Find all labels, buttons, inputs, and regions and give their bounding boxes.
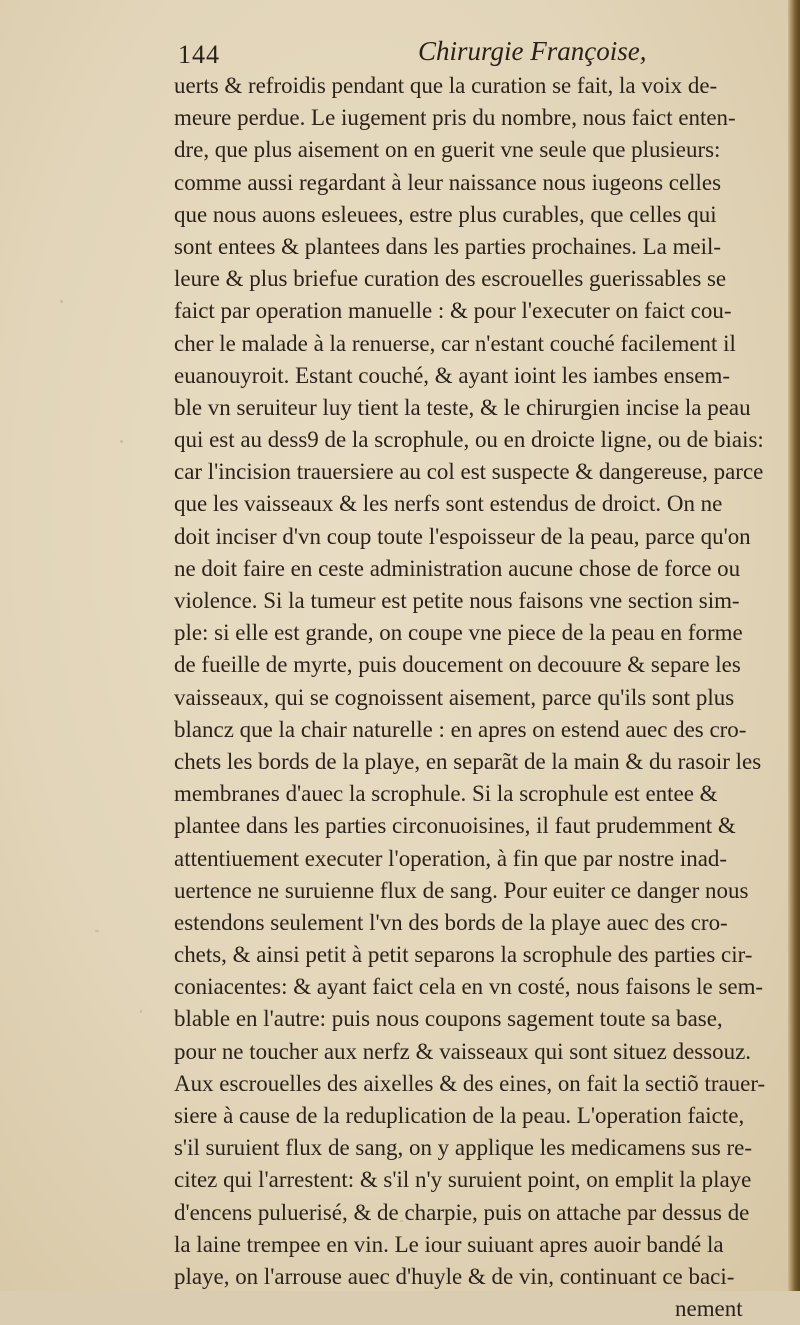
text-line: euanouyroit. Estant couché, & ayant ioint les iambes ensem- (174, 362, 730, 389)
paper-speck (400, 1220, 403, 1222)
paper-speck (120, 440, 123, 443)
running-head: Chirurgie Françoise, (418, 36, 647, 66)
text-line: blancz que la chair naturelle : en apres on estend auec des cro- (174, 716, 747, 743)
text-line: estendons seulement l'vn des bords de la playe auec des cro- (174, 909, 728, 936)
text-line: chets, & ainsi petit à petit separons la scrophule des parties cir- (174, 942, 753, 969)
text-line: siere à cause de la reduplication de la peau. L'operation faicte, (174, 1103, 745, 1129)
text-line: blable en l'autre: puis nous coupons sagement toute sa base, (174, 1006, 723, 1033)
paper-speck (95, 930, 99, 932)
text-line: dre, que plus aisement on en guerit vne seule que plusieurs: (174, 137, 721, 164)
text-line: qui est au dess9 de la scrophule, ou en droicte ligne, ou de biais: (174, 427, 764, 454)
text-line: vaisseaux, qui se cognoissent aisement, parce qu'ils sont plus (174, 684, 735, 711)
binding-edge (788, 0, 800, 1291)
text-line: uerts & refroidis pendant que la curation se fait, la voix de- (174, 73, 718, 99)
text-line: attentiuement executer l'operation, à fin que par nostre inad- (174, 845, 728, 872)
text-line: membranes d'auec la scrophule. Si la scrophule est entee & (174, 781, 718, 808)
text-line: pour ne toucher aux nerfz & vaisseaux qui sont situez dessouz. (174, 1038, 752, 1065)
text-line: la laine trempee en vin. Le iour suiuant apres auoir bandé la (174, 1231, 724, 1258)
text-line: leure & plus briefue curation des escrouelles guerissables se (174, 266, 727, 293)
text-line: meure perdue. Le iugement pris du nombre, nous faict enten- (174, 105, 736, 132)
text-line: de fueille de myrte, puis doucement on decouure & separe les (174, 652, 741, 679)
text-line: playe, on l'arrouse auec d'huyle & de vin, continuant ce baci- (174, 1263, 735, 1290)
body-text (174, 70, 794, 1325)
text-line: citez qui l'arrestent: & s'il n'y suruient point, on emplit la playe (174, 1167, 752, 1194)
page-header (178, 32, 738, 72)
text-line: car l'incision trauersiere au col est suspecte & dangereuse, parce (174, 459, 764, 486)
text-line: ple: si elle est grande, on coupe vne piece de la peau en forme (174, 620, 743, 647)
text-line: Aux escrouelles des aixelles & des eines, on fait la sectiõ trauer- (174, 1070, 766, 1097)
catchword: nement (675, 1296, 743, 1323)
text-line: comme aussi regardant à leur naissance nous iugeons celles (174, 169, 722, 196)
text-line: cher le malade à la renuerse, car n'estant couché facilement il (174, 330, 736, 357)
paper-speck (140, 1010, 142, 1013)
text-line: violence. Si la tumeur est petite nous faisons vne section sim- (174, 588, 740, 614)
text-line: doit inciser d'vn coup toute l'espoisseur de la peau, parce qu'on (174, 523, 751, 550)
text-line: sont entees & plantees dans les parties prochaines. La meil- (174, 233, 722, 260)
page-number: 144 (178, 40, 220, 69)
text-line: d'encens puluerisé, & de charpie, puis on attache par dessus de (174, 1199, 750, 1226)
text-line: s'il suruient flux de sang, on y applique les medicamens sus re- (174, 1135, 753, 1162)
text-line: chets les bords de la playe, en separãt de la main & du rasoir les (174, 748, 762, 775)
paper-speck (60, 300, 63, 303)
text-line: ble vn seruiteur luy tient la teste, & le chirurgien incise la peau (174, 394, 751, 421)
text-line: ne doit faire en ceste administration aucune chose de force ou (174, 555, 741, 582)
text-line: coniacentes: & ayant faict cela en vn costé, nous faisons le sem- (174, 974, 764, 1001)
text-line: plantee dans les parties circonuoisines, il faut prudemment & (174, 813, 736, 840)
text-line: uertence ne suruienne flux de sang. Pour euiter ce danger nous (174, 877, 749, 904)
text-line: que nous auons esleuees, estre plus curables, que celles qui (174, 201, 717, 228)
text-line: faict par operation manuelle : & pour l'executer on faict cou- (174, 298, 732, 325)
text-line: que les vaisseaux & les nerfs sont estendus de droict. On ne (174, 491, 723, 518)
